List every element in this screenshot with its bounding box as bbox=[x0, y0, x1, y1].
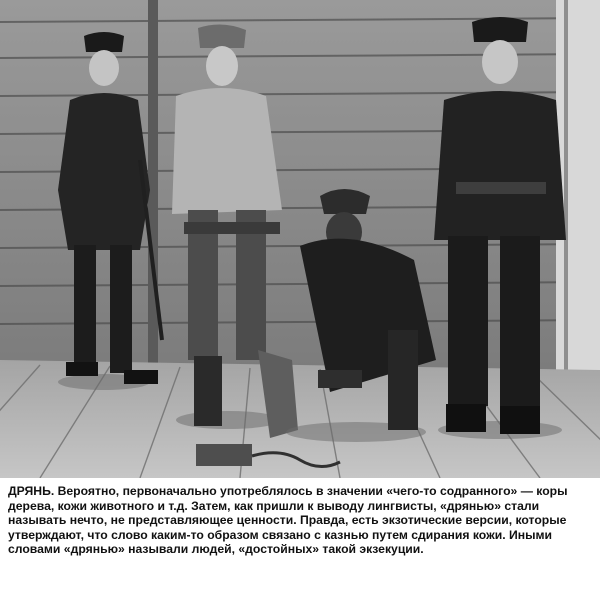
caption-text: ДРЯНЬ. Вероятно, первоначально употреблялось в значении «чего-то содранного» — коры дерева, кожи животного и т.д. Затем, как пришли к выводу лингвисты, «дрянью» стали называть нечто, не представляющее ценности. Правда, есть экзотические версии, которые утверждают, что слово каким-то образом связано с казнью путем сдирания кожи. Иными словами «дрянью» называли людей, «достойных» такой экзекуции. bbox=[8, 484, 568, 557]
wall-post-left bbox=[148, 0, 158, 370]
window-frame-bar bbox=[564, 0, 568, 390]
